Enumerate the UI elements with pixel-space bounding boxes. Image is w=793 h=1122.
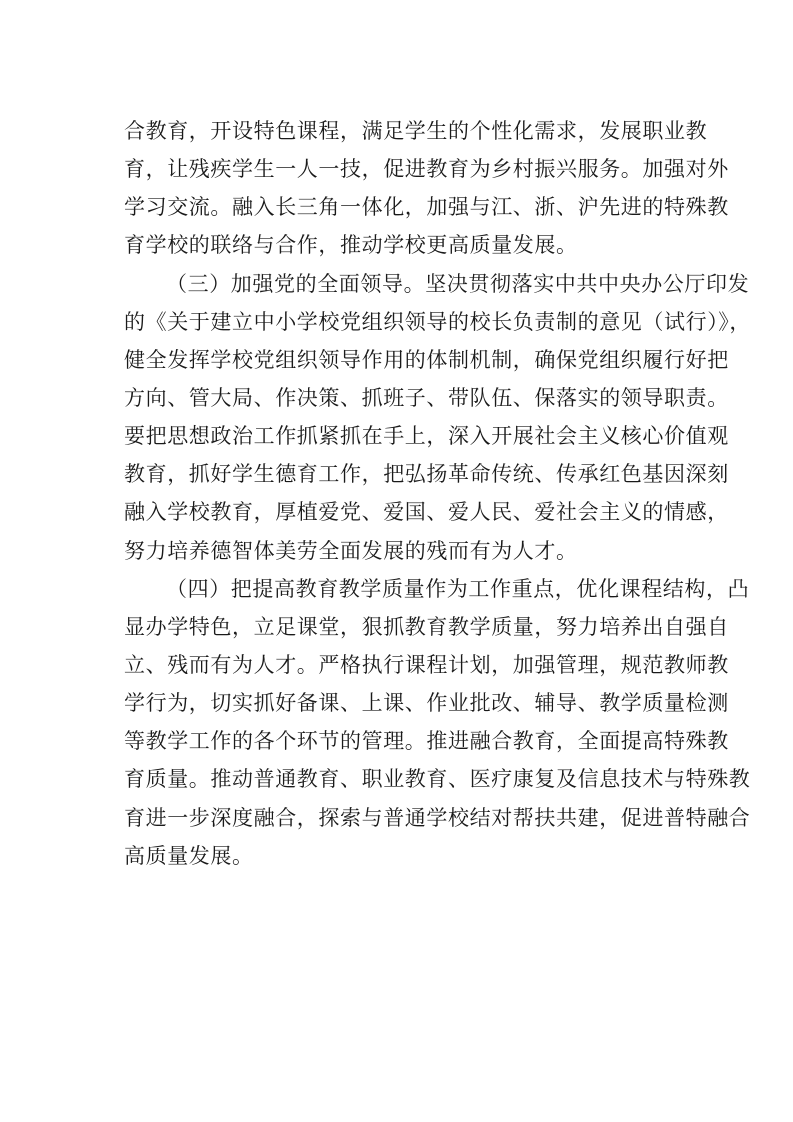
text-line: 育质量。推动普通教育、职业教育、医疗康复及信息技术与特殊教 — [124, 767, 751, 792]
section-three-heading-line: （三）加强党的全面领导。坚决贯彻落实中共中央办公厅印发 — [166, 271, 750, 296]
text-line: 育，让残疾学生一人一技，促进教育为乡村振兴服务。加强对外 — [124, 157, 729, 182]
text-line: 努力培养德智体美劳全面发展的残而有为人才。 — [124, 538, 578, 563]
section-four-heading-line: （四）把提高教育教学质量作为工作重点，优化课程结构，凸 — [166, 576, 750, 601]
text-line: 健全发挥学校党组织领导作用的体制机制，确保党组织履行好把 — [124, 347, 729, 372]
text-line: 等教学工作的各个环节的管理。推进融合教育，全面提高特殊教 — [124, 729, 729, 754]
text-line: 学行为，切实抓好备课、上课、作业批改、辅导、教学质量检测 — [124, 691, 729, 716]
text-line: 教育，抓好学生德育工作，把弘扬革命传统、传承红色基因深刻 — [124, 462, 729, 487]
text-line: 育进一步深度融合，探索与普通学校结对帮扶共建，促进普特融合 — [124, 805, 751, 830]
text-line: 立、残而有为人才。严格执行课程计划，加强管理，规范教师教 — [124, 652, 729, 677]
text-line: 方向、管大局、作决策、抓班子、带队伍、保落实的领导职责。 — [124, 385, 729, 410]
body-text — [124, 112, 751, 875]
text-line: 高质量发展。 — [124, 843, 254, 868]
text-line: 育学校的联络与合作，推动学校更高质量发展。 — [124, 233, 578, 258]
text-line: 的《关于建立中小学校党组织领导的校长负责制的意见（试行）》， — [124, 309, 751, 334]
text-line: 融入学校教育，厚植爱党、爱国、爱人民、爱社会主义的情感， — [124, 500, 729, 525]
text-line: 学习交流。融入长三角一体化，加强与江、浙、沪先进的特殊教 — [124, 195, 729, 220]
text-line: 要把思想政治工作抓紧抓在手上，深入开展社会主义核心价值观 — [124, 424, 729, 449]
text-line: 显办学特色，立足课堂，狠抓教育教学质量，努力培养出自强自 — [124, 614, 729, 639]
text-line: 合教育，开设特色课程，满足学生的个性化需求，发展职业教 — [124, 119, 708, 143]
